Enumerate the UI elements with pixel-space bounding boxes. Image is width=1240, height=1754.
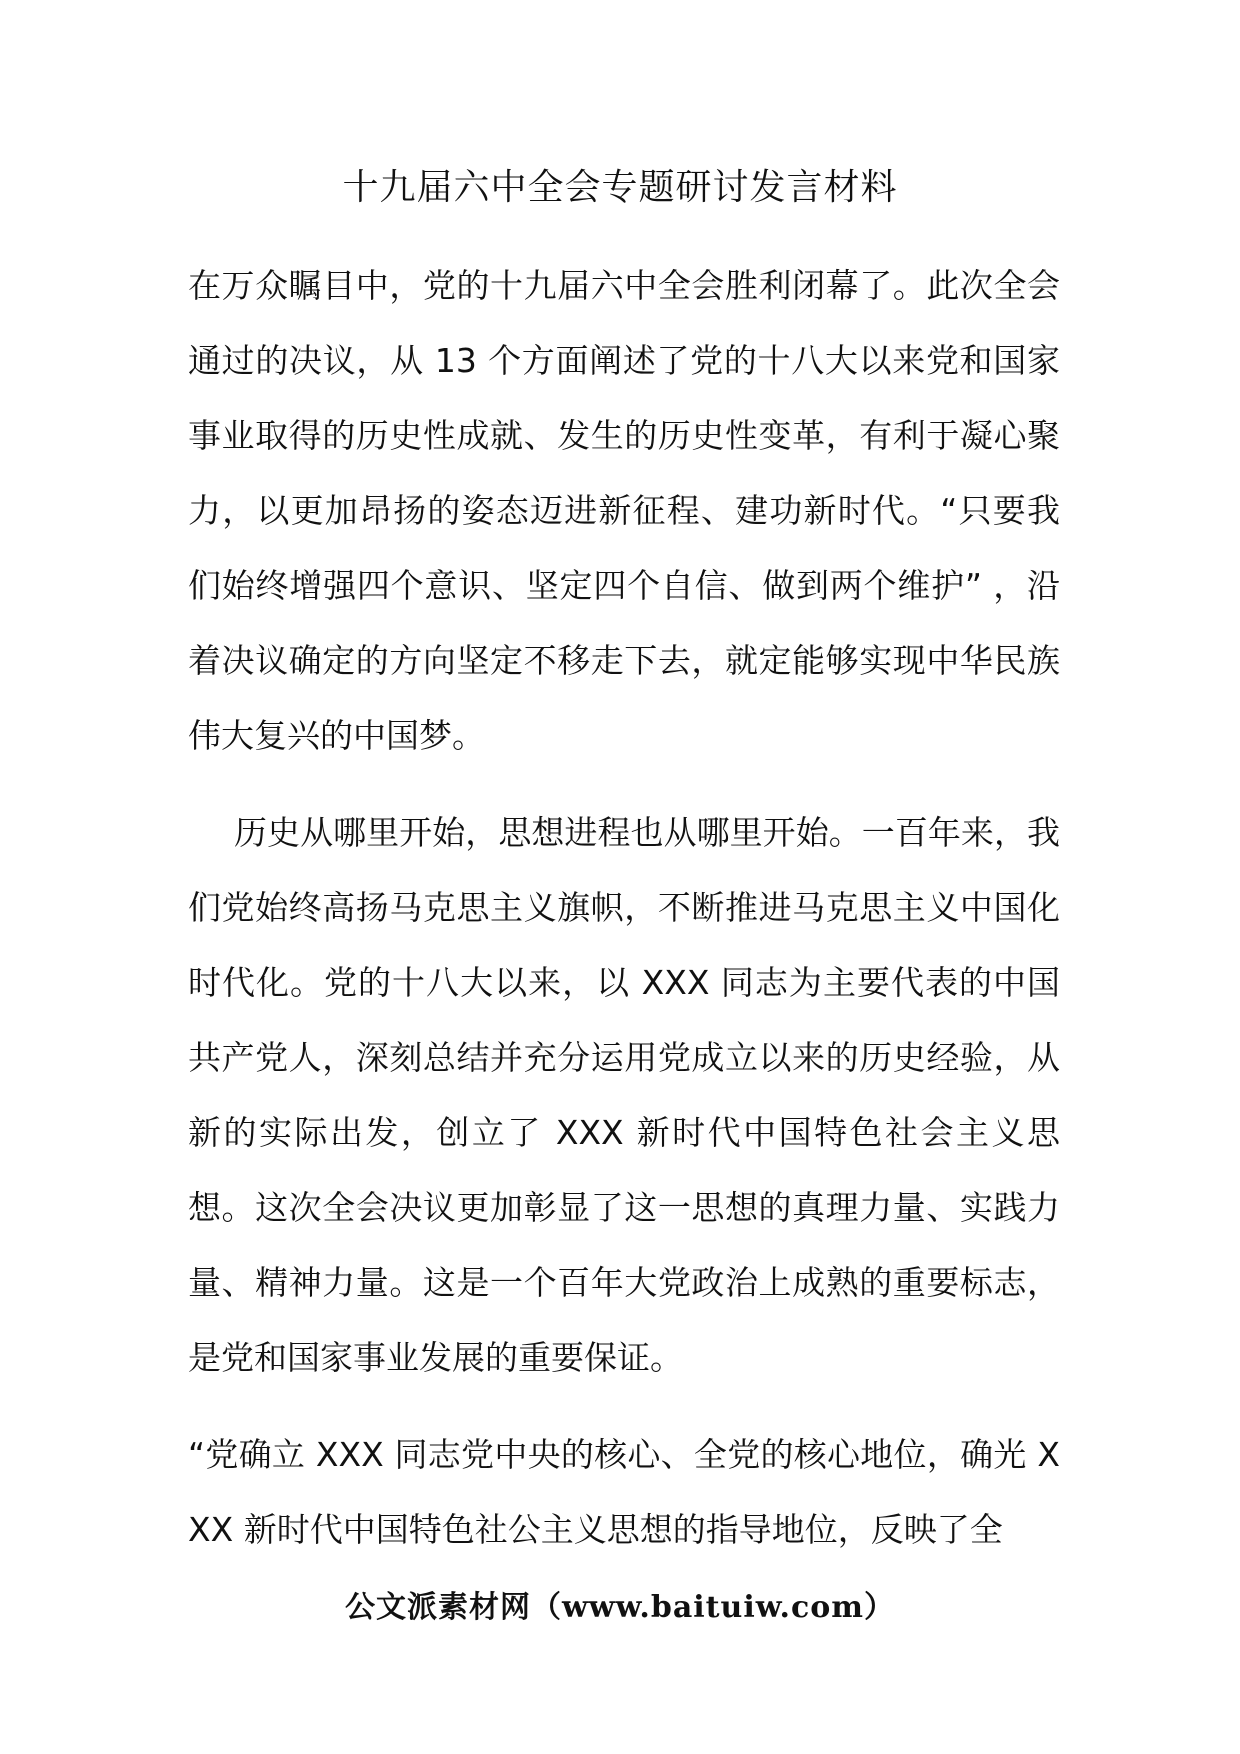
document-body (188, 248, 1060, 1567)
paragraph-1: 在万众瞩目中，党的十九届六中全会胜利闭幕了。此次全会通过的决议，从 13 个方面阐述了党的十八大以来党和国家事业取得的历史性成就、发生的历史性变革，有利于凝心聚力，以更加昂扬的姿态迈进新征程、建功新时代。“只要我们始终增强四个意识、坚定四个自信、做到两个维护” ，沿着决议确定的方向坚定不移走下去，就定能够实现中华民族伟大复兴的中国梦。 (188, 266, 1060, 755)
paragraph-3: “党确立 XXX 同志党中央的核心、全党的核心地位，确光 XXX 新时代中国特色社公主义思想的指导地位，反映了全 (188, 1435, 1060, 1549)
document-title: 十九届六中全会专题研讨发言材料 (342, 167, 898, 208)
footer-watermark: 公文派素材网（www.baituiw.com） (344, 1590, 896, 1625)
paragraph-2: 历史从哪里开始，思想进程也从哪里开始。一百年来，我们党始终高扬马克思主义旗帜，不断推进马克思主义中国化时代化。党的十八大以来，以 XXX 同志为主要代表的中国共产党人，深刻总结并充分运用党成立以来的历史经验，从新的实际出发，创立了 XXX 新时代中国特色社会主义思想。这次全会决议更加彰显了这一思想的真理力量、实践力量、精神力量。这是一个百年大党政治上成熟的重要标志，是党和国家事业发展的重要保证。 (188, 813, 1060, 1377)
